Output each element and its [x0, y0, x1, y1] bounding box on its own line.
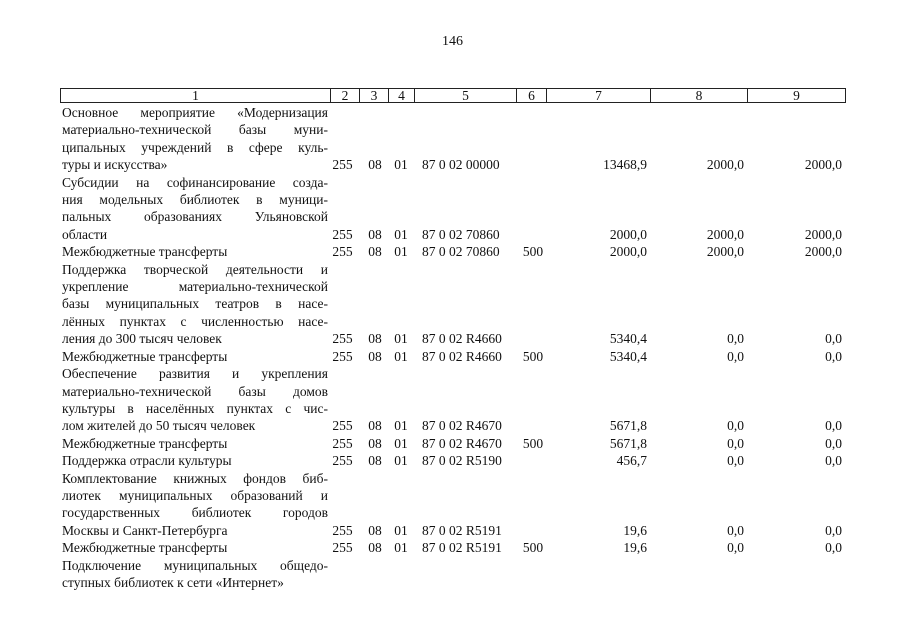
cell-code-admin: 255 [332, 435, 353, 451]
cell-amount-year-2: 0,0 [727, 540, 744, 556]
description-line: Субсидии на софинансирование созда- [62, 174, 328, 190]
cell-amount-year-1: 2000,0 [609, 226, 647, 242]
cell-amount-year-3: 0,0 [825, 453, 842, 469]
table-row [0, 557, 905, 592]
cell-amount-year-2: 0,0 [727, 453, 744, 469]
row-cells [0, 539, 905, 556]
cell-code-admin: 255 [332, 331, 353, 347]
row-cells [0, 435, 905, 452]
description-line: Комплектование книжных фондов биб- [62, 470, 328, 486]
cell-subsection: 01 [394, 453, 408, 469]
cell-code-admin: 255 [332, 244, 353, 260]
header-col-9: 9 [793, 88, 800, 103]
cell-amount-year-2: 2000,0 [706, 244, 744, 260]
cell-target-article: 87 0 02 00000 [422, 157, 500, 173]
description-line: лиотек муниципальных образований и [62, 487, 328, 503]
description-line: пальных образованиях Ульяновской [62, 209, 328, 225]
cell-section: 08 [368, 348, 382, 364]
description-line: туры и искусства» [62, 157, 168, 173]
cell-subsection: 01 [394, 244, 408, 260]
cell-amount-year-1: 5671,8 [609, 418, 647, 434]
cell-code-admin: 255 [332, 453, 353, 469]
cell-subsection: 01 [394, 418, 408, 434]
cell-target-article: 87 0 02 R4670 [422, 435, 502, 451]
row-cells [0, 417, 905, 434]
description-line: Межбюджетные трансферты [62, 348, 228, 364]
description-line: материально-технической базы домов [62, 383, 328, 399]
cell-section: 08 [368, 157, 382, 173]
cell-subsection: 01 [394, 540, 408, 556]
cell-target-article: 87 0 02 70860 [422, 226, 500, 242]
cell-target-article: 87 0 02 R5191 [422, 540, 502, 556]
cell-subsection: 01 [394, 331, 408, 347]
cell-amount-year-3: 0,0 [825, 435, 842, 451]
row-cells [0, 243, 905, 260]
cell-subsection: 01 [394, 226, 408, 242]
cell-amount-year-3: 2000,0 [804, 157, 842, 173]
cell-expense-type: 500 [522, 244, 544, 260]
cell-target-article: 87 0 02 R4660 [422, 348, 502, 364]
cell-section: 08 [368, 453, 382, 469]
description-line: Межбюджетные трансферты [62, 435, 228, 451]
table-row [0, 243, 905, 260]
cell-amount-year-1: 19,6 [623, 522, 647, 538]
cell-amount-year-3: 0,0 [825, 540, 842, 556]
cell-expense-type: 500 [522, 540, 544, 556]
cell-amount-year-2: 0,0 [727, 418, 744, 434]
cell-target-article: 87 0 02 R4670 [422, 418, 502, 434]
cell-amount-year-2: 0,0 [727, 348, 744, 364]
cell-amount-year-2: 2000,0 [706, 157, 744, 173]
cell-subsection: 01 [394, 157, 408, 173]
row-cells [0, 452, 905, 469]
description-line: лённых пунктах с численностью насе- [62, 313, 328, 329]
cell-section: 08 [368, 540, 382, 556]
cell-amount-year-3: 2000,0 [804, 244, 842, 260]
header-col-1: 1 [61, 89, 331, 102]
description-line: Обеспечение развития и укрепления [62, 366, 328, 382]
cell-amount-year-1: 2000,0 [609, 244, 647, 260]
cell-code-admin: 255 [332, 157, 353, 173]
description-line: Поддержка творческой деятельности и [62, 261, 328, 277]
cell-amount-year-3: 0,0 [825, 418, 842, 434]
cell-section: 08 [368, 435, 382, 451]
description-line: лом жителей до 50 тысяч человек [62, 418, 256, 434]
cell-amount-year-1: 13468,9 [603, 157, 647, 173]
header-col-3: 3 [360, 89, 389, 102]
cell-target-article: 87 0 02 R5191 [422, 522, 502, 538]
cell-code-admin: 255 [332, 226, 353, 242]
cell-expense-type: 500 [522, 435, 544, 451]
row-cells [0, 156, 905, 173]
description-line: Поддержка отрасли культуры [62, 453, 232, 469]
cell-amount-year-2: 0,0 [727, 435, 744, 451]
cell-amount-year-3: 2000,0 [804, 226, 842, 242]
cell-code-admin: 255 [332, 540, 353, 556]
table-row [0, 174, 905, 244]
header-col-6: 6 [517, 89, 547, 102]
cell-target-article: 87 0 02 R4660 [422, 331, 502, 347]
header-col-2: 2 [331, 89, 360, 102]
page-number: 146 [442, 34, 463, 49]
row-cells [0, 574, 905, 591]
row-cells [0, 522, 905, 539]
cell-amount-year-2: 0,0 [727, 331, 744, 347]
header-col-5: 5 [415, 89, 517, 102]
cell-amount-year-1: 5340,4 [609, 348, 647, 364]
cell-subsection: 01 [394, 348, 408, 364]
cell-section: 08 [368, 522, 382, 538]
cell-amount-year-3: 0,0 [825, 331, 842, 347]
cell-amount-year-3: 0,0 [825, 348, 842, 364]
cell-amount-year-1: 456,7 [616, 453, 647, 469]
description-line: Москвы и Санкт-Петербурга [62, 522, 228, 538]
table-row [0, 104, 905, 174]
row-cells [0, 330, 905, 347]
description-line: Межбюджетные трансферты [62, 540, 228, 556]
description-line: ления до 300 тысяч человек [62, 331, 222, 347]
cell-section: 08 [368, 418, 382, 434]
cell-subsection: 01 [394, 435, 408, 451]
description-line: государственных библиотек городов [62, 505, 328, 521]
header-col-7: 7 [547, 89, 651, 102]
table-row [0, 348, 905, 365]
header-col-4: 4 [389, 89, 415, 102]
table-header-row [60, 88, 846, 103]
cell-target-article: 87 0 02 70860 [422, 244, 500, 260]
description-line: Основное мероприятие «Модернизация [62, 105, 328, 120]
description-line: области [62, 226, 108, 242]
cell-section: 08 [368, 244, 382, 260]
description-line: культуры в населённых пунктах с чис- [62, 400, 328, 416]
cell-amount-year-2: 0,0 [727, 522, 744, 538]
row-cells [0, 226, 905, 243]
description-line: базы муниципальных театров в насе- [62, 296, 328, 312]
description-line: укрепление материально-технической [62, 279, 328, 295]
header-col-8: 8 [651, 89, 748, 102]
table-row [0, 470, 905, 540]
cell-amount-year-1: 5671,8 [609, 435, 647, 451]
row-cells [0, 348, 905, 365]
cell-subsection: 01 [394, 522, 408, 538]
cell-amount-year-1: 5340,4 [609, 331, 647, 347]
description-line: ступных библиотек к сети «Интернет» [62, 574, 284, 590]
description-line: Подключение муниципальных общедо- [62, 557, 328, 573]
description-line: материально-технической базы муни- [62, 122, 328, 138]
cell-target-article: 87 0 02 R5190 [422, 453, 502, 469]
description-line: ния модельных библиотек в муници- [62, 192, 328, 208]
cell-code-admin: 255 [332, 348, 353, 364]
table-row [0, 435, 905, 452]
description-line: Межбюджетные трансферты [62, 244, 228, 260]
cell-section: 08 [368, 331, 382, 347]
cell-code-admin: 255 [332, 522, 353, 538]
table-body [0, 104, 905, 591]
cell-section: 08 [368, 226, 382, 242]
table-row [0, 261, 905, 348]
table-row [0, 365, 905, 435]
table-row [0, 539, 905, 556]
cell-code-admin: 255 [332, 418, 353, 434]
description-line: ципальных учреждений в сфере куль- [62, 139, 328, 155]
table-row [0, 452, 905, 469]
cell-amount-year-1: 19,6 [623, 540, 647, 556]
cell-expense-type: 500 [522, 348, 544, 364]
cell-amount-year-2: 2000,0 [706, 226, 744, 242]
cell-amount-year-3: 0,0 [825, 522, 842, 538]
